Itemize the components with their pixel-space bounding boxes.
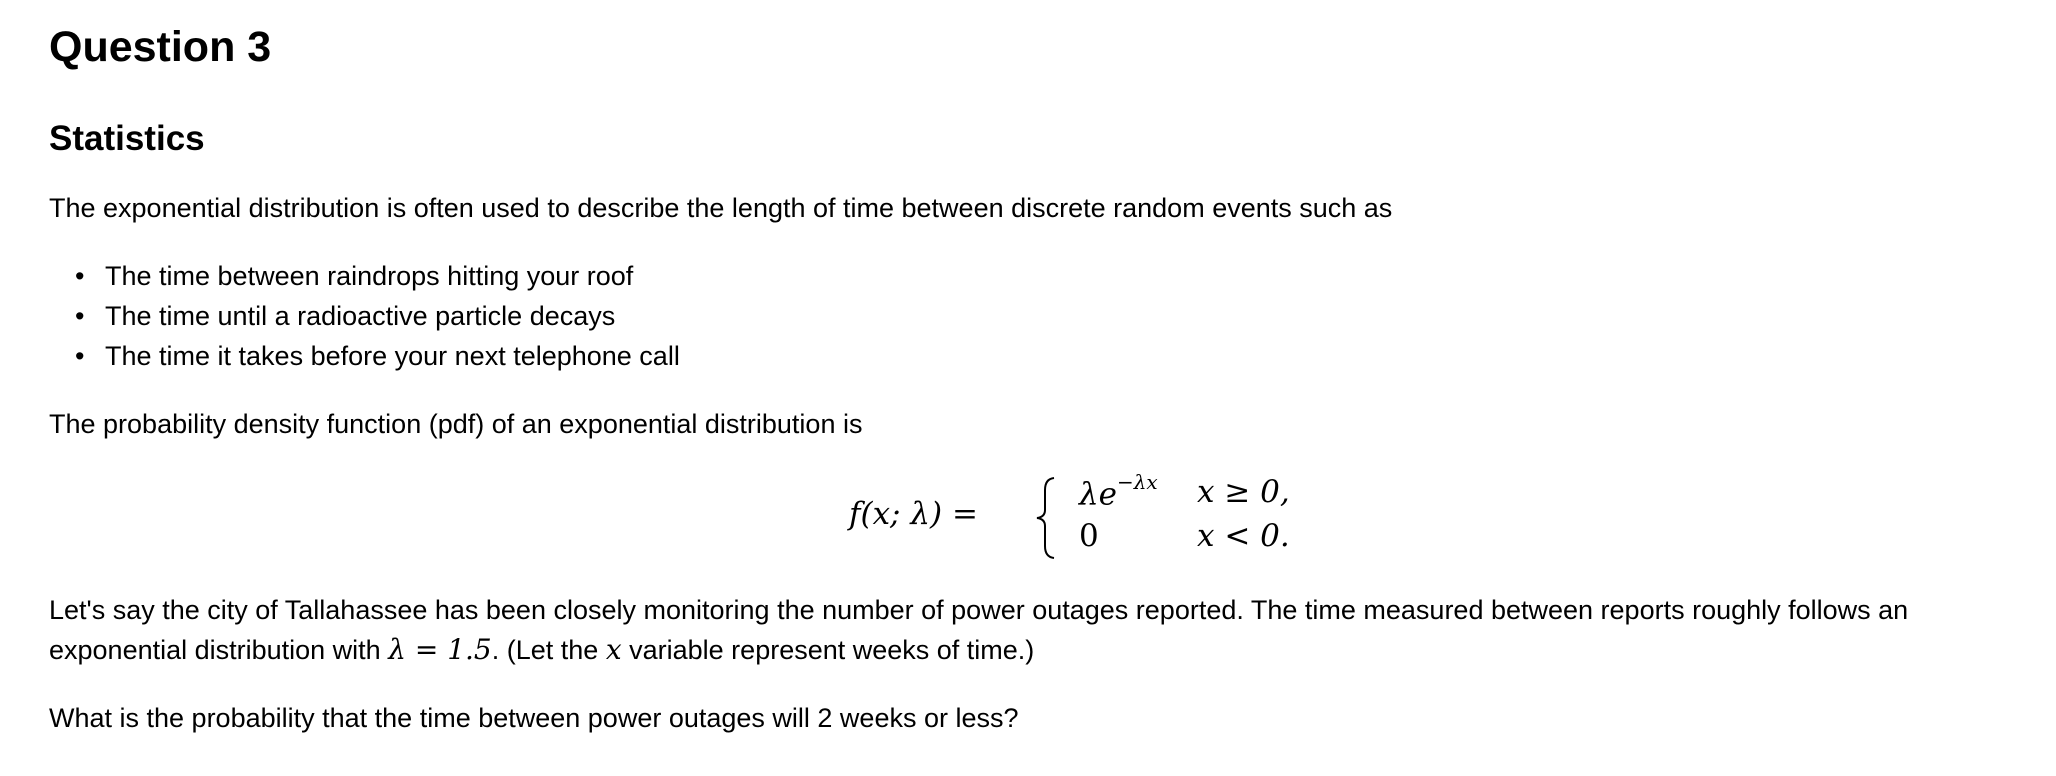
formula-case1-condition: x ≥ 0, bbox=[1197, 474, 1290, 510]
x-variable: x bbox=[605, 633, 622, 666]
list-item bbox=[49, 296, 680, 336]
pdf-intro-paragraph: The probability density function (pdf) of an exponential distribution is bbox=[49, 409, 863, 439]
list-item bbox=[49, 256, 680, 296]
question-heading: Question 3 bbox=[49, 23, 272, 71]
list-item-text: The time it takes before your next telephone call bbox=[105, 341, 680, 371]
formula-case1-exponent: −λx bbox=[1117, 470, 1158, 494]
intro-paragraph: The exponential distribution is often used to describe the length of time between discrete random events such as bbox=[49, 193, 1393, 223]
formula-case1-value: $\lambda e^{-\lambda x}$ bbox=[1079, 470, 1158, 513]
question-page bbox=[49, 0, 2029, 776]
examples-list bbox=[49, 256, 680, 376]
scenario-paragraph: Let's say the city of Tallahassee has been closely monitoring the number of power outages reported. The time measured between reports roughly follows an exponential distribution with λ = 1.5. (Let the x variable represent weeks of time.) bbox=[49, 595, 1909, 666]
formula-case2-condition: x < 0. bbox=[1197, 518, 1290, 554]
pdf-formula bbox=[849, 470, 1329, 566]
list-item-text: The time between raindrops hitting your roof bbox=[105, 261, 634, 291]
formula-case2-value: 0 bbox=[1079, 518, 1099, 554]
bullet-icon: • bbox=[75, 301, 85, 331]
question-text: What is the probability that the time between power outages will 2 weeks or less? bbox=[49, 703, 1019, 733]
left-brace-icon bbox=[1034, 476, 1058, 560]
lambda-expression: λ = 1.5 bbox=[388, 633, 492, 666]
list-item-text: The time until a radioactive particle decays bbox=[105, 301, 616, 331]
formula-lhs: f(x; λ) = bbox=[849, 496, 978, 532]
topic-heading: Statistics bbox=[49, 119, 205, 158]
list-item bbox=[49, 336, 680, 376]
bullet-icon: • bbox=[75, 261, 85, 291]
bullet-icon: • bbox=[75, 341, 85, 371]
